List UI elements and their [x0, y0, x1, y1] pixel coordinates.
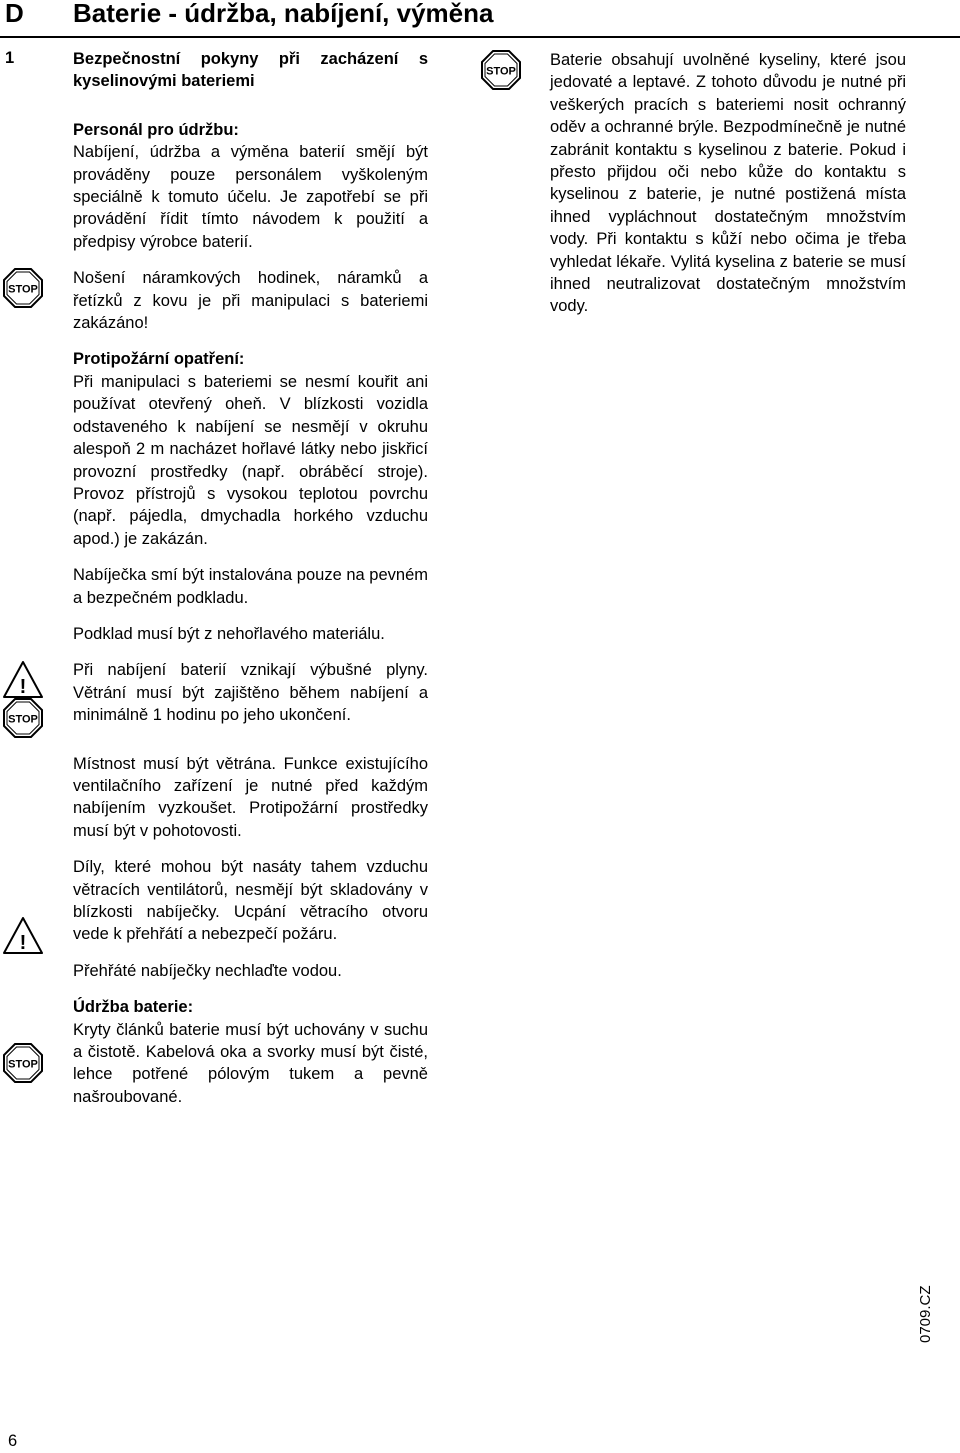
- maintenance-heading: Údržba baterie:: [73, 998, 194, 1017]
- personnel-paragraph: Nabíjení, údržba a výměna baterií smějí být prováděny pouze personálem vyškoleným speciálně k tomuto účelu. Je zapotřebí se při provádění řídit tímto návodem k použití a předpisy výrobce baterií.: [73, 143, 428, 251]
- fire-heading: Protipožární opatření:: [73, 350, 245, 369]
- warning-icon: [3, 916, 43, 956]
- chapter-title: Baterie - údržba, nabíjení, výměna: [73, 0, 494, 28]
- title-divider: [0, 36, 960, 38]
- acid-paragraph: Baterie obsahují uvolněné kyseliny, které jsou jedovaté a leptavé. Z tohoto důvodu je nutné při veškerých pracích s bateriemi nosit ochranný oděv a ochranné brýle. Bezpodmínečně je nutné zabránit kontaktu s kyselinou z baterie. Pokud i přesto přijdou oči nebo kůže do kontaktu s kyselinou z baterie, je nutné postižená místa ihned vypláchnout dostatečným množstvím vody. Při kontaktu s kůží nebo očima je třeba vyhledat lékaře. Vylitá kyselina z baterie se musí ihned neutralizovat dostatečným množstvím vody.: [550, 51, 906, 316]
- stop-icon: [3, 268, 43, 308]
- stop-icon: [3, 698, 43, 738]
- chapter-letter: D: [5, 0, 24, 28]
- personnel-heading: Personál pro údržbu:: [73, 120, 239, 139]
- right-column: [550, 49, 906, 318]
- cooling-paragraph: Přehřáté nabíječky nechlaďte vodou.: [73, 961, 342, 980]
- left-column: [73, 48, 428, 1108]
- fire-paragraph: Při manipulaci s bateriemi se nesmí kouřit ani používat otevřený oheň. V blízkosti vozidla odstaveného k nabíjení se nesmějí v okruhu alespoň 2 m nacházet hořlavé látky nebo jiskřicí provozní prostředky (např. obráběcí stroje). Provoz přístrojů s vysokou teplotou povrchu (např. pájedla, dmychadla horkého vzduchu apod.) je zakázán.: [73, 372, 428, 548]
- charger-install-paragraph: Nabíječka smí být instalována pouze na pevném a bezpečném podkladu.: [73, 566, 428, 607]
- gases-paragraph: Při nabíjení baterií vznikají výbušné plyny. Větrání musí být zajištěno během nabíjení a minimálně 1 hodinu po jeho ukončení.: [73, 661, 428, 725]
- base-material-paragraph: Podklad musí být z nehořlavého materiálu.: [73, 624, 385, 643]
- parts-paragraph: Díly, které mohou být nasáty tahem vzduchu větracích ventilátorů, nesmějí být skladovány v blízkosti nabíječky. Ucpání větracího otvoru vede k přehřátí a nebezpečí požáru.: [73, 858, 428, 944]
- warning-icon: [3, 660, 43, 700]
- room-ventilation-paragraph: Místnost musí být větrána. Funkce existujícího ventilačního zařízení je nutné před každým nabíjením vyzkoušet. Protipožární prostředky musí být v pohotovosti.: [73, 754, 428, 840]
- stop-icon: [3, 1043, 43, 1083]
- stop-icon: [481, 50, 521, 90]
- document-code: 0709.CZ: [917, 1285, 934, 1343]
- section-number: 1: [5, 49, 15, 67]
- jewelry-warning: Nošení náramkových hodinek, náramků a řetízků z kovu je při manipulaci s bateriemi zakázáno!: [73, 269, 428, 333]
- maintenance-paragraph: Kryty článků baterie musí být uchovány v suchu a čistotě. Kabelová oka a svorky musí být čisté, lehce potřené pólovým tukem a pevně našroubované.: [73, 1020, 428, 1106]
- section-title: Bezpečnostní pokyny při zacházení s kyselinovými bateriemi: [73, 50, 428, 91]
- page-number: 6: [8, 1432, 18, 1450]
